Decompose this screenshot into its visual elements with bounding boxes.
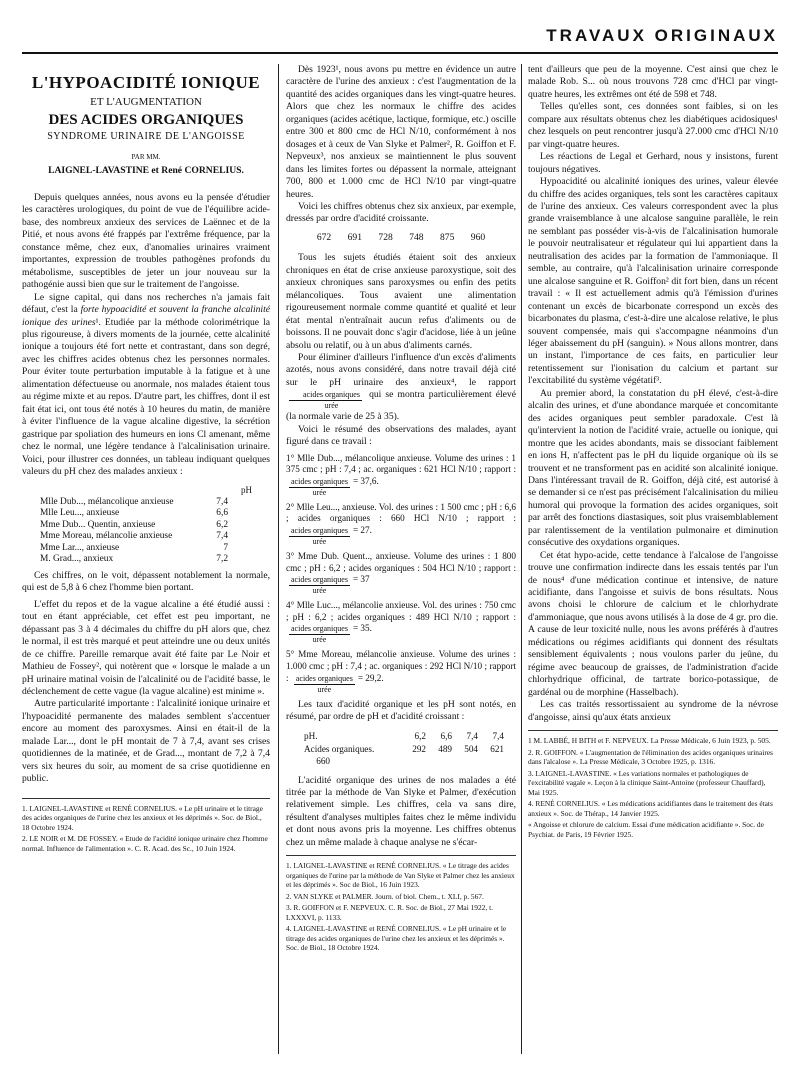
paragraph: Au premier abord, la constatation du pH élevé, c'est-à-dire alcalin des urines, et d'une abondance marquée et concomitante des acides organiques peut sembler paradoxale. C'est là qu'intervient la notion de l'acidité vraie, actuelle ou ionique, qui montre que les acides abondants, mais se dissociant faiblement en ions H, n'affectent pas le pH du liquide organique où ils se trouvent et ne transforment pas en acidité son alcalinité ionique. Dans l'intéressant travail de R. Goiffon, déjà cité, est autorisé à se demander si ce n'est pas précisément l'alcalinisation du milieu humoral qui provoque la formation des acides organiques, soit par arrêt des fonctions diastasiques, soit plus vraisemblablement par ralentissement de la ventilation pulmonaire et diminution consécutive des oxydations organiques. [528, 387, 778, 549]
ratio-fraction: $\frac{\text{acides organiques}}{\text{urée}}$ [295, 673, 353, 694]
ratio-result: = 29,2. [357, 672, 384, 683]
paragraph: Depuis quelques années, nous avons eu la pensée d'étudier les caractères urologiques, du point de vue de l'équilibre acide-base, des nombreux anxieux des services de Laënnec et de la Pitié, et nous avons été frappés par l'extrême fréquence, par la constance même, chez eux, d'anomalies urinaires vraiment importantes, expression de troubles pathogènes profonds du métabolisme, susceptibles de jeter un jour nouveau sur la pathogénie aussi bien que sur le traitement de l'angoisse. [22, 192, 270, 291]
patient-name: Mme Dub... Quentin, anxieuse [40, 519, 156, 530]
ratio-result: = 35. [352, 623, 372, 634]
footnotes [22, 804, 270, 854]
ph-column-header: pH [241, 485, 252, 496]
article-title-line: ET L'AUGMENTATION [90, 96, 202, 108]
ph-label: pH. [304, 730, 318, 741]
ph-value: 7,4 [466, 730, 478, 741]
patient-name: Mlle Leu..., anxieuse [40, 508, 120, 519]
article-title-line: DES ACIDES ORGANIQUES [48, 112, 244, 128]
footnote-separator [22, 798, 270, 799]
paragraph: tent d'ailleurs que peu de la moyenne. C'est ainsi que chez le malade Rob. S... où nous trouvons 728 cmc d'HCl par vingt-quatre heures, les extrêmes ont été de 598 et 748. [528, 64, 778, 100]
paragraph: Les réactions de Legal et Gerhard, nous y insistons, furent toujours négatives. [528, 151, 778, 175]
footnote-separator [286, 855, 516, 856]
footnote: 2. R. GOIFFON. « L'augmentation de l'élimination des acides organiques urinaires dans l'alcalose ». La Presse Médicale, 3 Octobre 1925, p. 1316. [528, 747, 773, 767]
ph-value: 6,2 [414, 730, 426, 741]
ph-table-row [40, 531, 264, 543]
acidity-value: 660 [316, 755, 330, 766]
ph-table-row [40, 497, 264, 509]
running-title: TRAVAUX ORIGINAUX [546, 26, 778, 45]
case-text: 2° Mlle Leu..., anxieuse. Vol. des urines : 1 500 cmc ; pH : 6,6 ; acides organiques : 660 HCl N/10 ; rapport : [286, 501, 516, 524]
article-title: L'HYPOACIDITÉ IONIQUE [31, 73, 261, 92]
paragraph: Telles qu'elles sont, ces données sont faibles, si on les compare aux résultats obtenus chez les diabétiques acidosiques¹ chez lesquels on peut rencontrer jusqu'à 27.000 cmc d'HCl N/10 par vingt-quatre heures. [528, 101, 778, 150]
ph-table-row [40, 543, 264, 555]
footnote-separator [528, 730, 778, 731]
patient-name: Mlle Dub..., mélancolique anxieuse [40, 496, 174, 507]
footnote: 1. LAIGNEL-LAVASTINE et RENÉ CORNELIUS. « Le titrage des acides organiques de l'urine par la méthode de Van Slyke et Palmer chez les anxieux et les déprimés ». Soc de Biol., 16 Juin 1923. [286, 861, 515, 890]
paragraph: Tous les sujets étudiés étaient soit des anxieux chroniques en état de crise anxieuse paroxystique, soit des anxieux chroniques sans paroxysmes ou enfin des petits mélancoliques. Tous avaient une alimentation rigoureusement normale comme quantité et qualité et leur état mental n'entraînait aucun refus d'aliments ou de boissons. Il ne pouvait donc s'agir d'acidose, liée à un jeûne absolu ou relatif, ou à un abus d'aliments carnés. [286, 252, 516, 351]
case-list [286, 453, 516, 695]
footnote: 1. LAIGNEL-LAVASTINE et RENÉ CORNELIUS. « Le pH urinaire et le titrage des acides organiques de l'urine chez les anxieux et les déprimés ». Soc. de Biol., 18 Octobre 1924. [22, 803, 263, 832]
column-3 [528, 64, 778, 841]
by-line: PAR MM. [131, 153, 161, 161]
ph-value: 7,4 [492, 730, 504, 741]
case-text: 3° Mme Dub. Quent.., anxieuse. Volume des urines : 1 800 cmc ; pH : 6,2 ; acides organiques : 504 HCl N/10 ; rapport : [286, 551, 516, 573]
patient-name: Mme Lar..., anxieuse [40, 542, 120, 553]
case-item [286, 453, 516, 498]
acidity-value: 292 [412, 743, 426, 754]
footnotes [528, 736, 778, 839]
acidity-label: Acides organiques. [304, 743, 375, 754]
footnote: 4. RENÉ CORNELIUS. « Les médications acidifiantes dans le traitement des états anxieux ». Soc. de Thérap., 14 Janvier 1925. [528, 799, 773, 818]
case-text: 1° Mlle Dub..., mélancolique anxieuse. Volume des urines : 1 375 cmc ; pH : 7,4 ; ac. organiques : 621 HCl N/10 ; rapport : [286, 452, 516, 475]
acidity-values: 672 691 728 748 875 960 [316, 231, 486, 243]
acidity-value: 504 [464, 743, 478, 754]
case-text: 5° Mme Moreau, mélancolie anxieuse. Volume des urines : 1.000 cmc ; pH : 7,4 ; ac. organiques : 292 HCl N/10 ; rapport : [286, 649, 516, 683]
ph-table-row [40, 554, 264, 566]
article-subtitle: SYNDROME URINAIRE DE L'ANGOISSE [47, 131, 245, 142]
paragraph: Le signe capital, qui dans nos recherches n'a jamais fait défaut, c'est la forte hypoacidité et souvent la franche alcalinité ionique des urines¹. Etudiée par la méthode colorimétrique la plus rigoureuse, à divers moments de la journée, cette alcalinité ionique a toujours été fort nette et contrastant, dans son degré, avec les chiffres acides obtenus chez les personnes normales. Pour éviter toute perturbation imputable à la fatigue et à une alimentation défectueuse ou anormale, nos malades étaient tous au régime mixte et au repos. D'autre part, les chiffres, dont il est fait état ici, ont tous été notés à 10 heures du matin, de manière à éviter l'influence de la vague alcaline digestive, la sécrétion gastrique par spoliation des humeurs en ions Cl amenant, même chez le normal, une légère tendance à l'alcalinisation urinaire. Voici, pour illustrer ces données, un tableau indiquant quelques valeurs du pH chez des malades anxieux : [22, 291, 270, 477]
footnote: « Angoisse et chlorure de calcium. Essai d'une médication acidifiante ». Soc. de Psychiat. de Paris, 19 Février 1925. [528, 820, 764, 839]
ph-value: 6,2 [216, 519, 228, 530]
paragraph: L'effet du repos et de la vague alcaline a été étudié aussi : tout en étant appréciable, cet effet est peu important, ne dépassant pas 3 à 4 décimales du chiffre du pH alors que, chez le normal, il est très marqué et peut atteindre une ou deux unités de ce chiffre. Pareille remarque avait été faite par Le Noir et Mathieu de Fossey², qui notèrent que « lorsque le malade a un pH urinaire matinal voisin de l'alcalinité ou de l'acidité basse, le déclenchement de cette vague (la vague alcaline) est minime ». [22, 598, 270, 697]
ph-value: 6,6 [440, 730, 452, 741]
paragraph: Voici les chiffres obtenus chez six anxieux, par exemple, dressés par ordre d'acidité croissante. [286, 200, 516, 225]
column-divider [278, 64, 279, 1054]
footnote: 3. R. GOIFFON et F. NEPVEUX. C. R. Soc. de Biol., 27 Mai 1922, t. LXXXVI, p. 1133. [286, 903, 493, 922]
header-rule [22, 52, 778, 54]
authors: LAIGNEL-LAVASTINE et René CORNELIUS. [48, 165, 244, 176]
acidity-value: 621 [490, 743, 504, 754]
paragraph: Autre particularité importante : l'alcalinité ionique urinaire et l'hypoacidité permanente des malades semblent s'accentuer encore au moment des paroxysmes. Ainsi en était-il de la malade Lar..., dont le pH montait de 7 à 7,4, avant ses crises quotidiennes de la matinée, et de Grad..., montant de 7,2 à 7,4 vers six heures du soir, au moment de sa crise quotidienne en public. [22, 698, 270, 785]
case-item [286, 649, 516, 694]
case-item [286, 502, 516, 547]
ph-table-row [40, 520, 264, 532]
column-1 [22, 64, 270, 855]
ratio-fraction: $\frac{\text{acides organiques}}{\text{urée}}$ [291, 476, 348, 497]
footnote: 3. LAIGNEL-LAVASTINE. « Les variations normales et pathologiques de l'excitabilité vagale ». Leçon à la clinique Saint-Antoine (professeur Chauffard), Mai 1925. [528, 768, 766, 797]
ratio-result: = 37,6. [352, 475, 379, 486]
patient-name: Mme Moreau, mélancolie anxieuse [40, 531, 173, 542]
footnote: 2. VAN SLYKE et PALMER. Journ. of biol. Chem., t. XLI, p. 567. [286, 891, 484, 901]
paragraph: L'acidité organique des urines de nos malades a été titrée par la méthode de Van Slyke et Palmer, d'exécution relativement simple. Les chiffres, cela va sans dire, résultent d'analyses multiples faites chez le même individu et dont nous avons pris la moyenne. Les chiffres obtenus chez un même malade à chaque analyse ne s'écar- [286, 774, 516, 848]
article-title-block [22, 72, 270, 178]
paragraph: Dès 1923¹, nous avons pu mettre en évidence un autre caractère de l'urine des anxieux : c'est l'augmentation de la quantité des acides organiques dans les vingt-quatre heures. Alors que chez les normaux le chiffre des acides organiques (acides acétique, lactique, formique, etc.) oscille entre 300 et 800 cmc de HCl N/10, conformément à nos dosages et à ceux de Van Slyke et Palmer², R. Goiffon et F. Nepveux³, nos anxieux se maintiennent le plus souvent dans les limites fortes ou dépassent la normale, atteignant 700, 800 et 1.000 cmc de HCl N/10 par vingt-quatre heures. [286, 64, 516, 200]
ph-value: 7,4 [216, 496, 228, 507]
ph-table-row [40, 508, 264, 520]
ratio-fraction: $\frac{\text{acides organiques}}{\text{urée}}$ [289, 390, 362, 411]
ph-value: 7 [223, 542, 228, 553]
ph-table [40, 497, 264, 566]
patient-name: M. Grad..., anxieux [40, 554, 114, 565]
acidity-value: 489 [438, 743, 452, 754]
ph-acidity-table [304, 730, 516, 767]
ph-value: 7,2 [216, 554, 228, 565]
footnote: 4. LAIGNEL-LAVASTINE et RENÉ CORNELIUS. « Le pH urinaire et le titrage des acides organiques de l'urine chez les anxieux et les déprimés ». Soc. de Biol., 18 Octobre 1924. [286, 924, 507, 953]
paragraph: Voici le résumé des observations des malades, ayant figuré dans ce travail : [286, 423, 516, 448]
column-divider [521, 64, 522, 1054]
ratio-result: = 37 [352, 574, 370, 585]
ratio-result: = 27. [352, 525, 372, 536]
case-text: 4° Mlle Luc..., mélancolie anxieuse. Vol. des urines : 750 cmc ; pH : 6,2 ; acides organiques : 489 HCl N/10 ; rapport : [286, 600, 516, 622]
paragraph: Les cas traités ressortissaient au syndrome de la névrose d'angoisse, ainsi qu'aux états anxieux [528, 699, 778, 723]
ph-value: 7,4 [216, 531, 228, 542]
ratio-fraction: $\frac{\text{acides organiques}}{\text{urée}}$ [291, 526, 348, 547]
case-item [286, 600, 516, 645]
paragraph: Pour éliminer d'ailleurs l'influence d'un excès d'aliments azotés, nous avons considéré, dans notre travail déjà cité sur le pH urinaire des anxieux⁴, le rapport $\frac{\text{acides organiques}}{\text{urée}}$ qui se montra particulièrement élevé (la normale varie de 25 à 35). [286, 351, 516, 423]
footnotes [286, 861, 516, 953]
ph-value: 6,6 [216, 508, 228, 519]
paragraph: Les taux d'acidité organique et les pH sont notés, en résumé, par ordre de pH et d'acidité croissant : [286, 698, 516, 723]
case-item [286, 551, 516, 596]
ratio-fraction: $\frac{\text{acides organiques}}{\text{urée}}$ [291, 624, 348, 645]
ratio-fraction: $\frac{\text{acides organiques}}{\text{urée}}$ [291, 575, 348, 596]
paragraph: Cet état hypo-acide, cette tendance à l'alcalose de l'angoisse trouve une confirmation indirecte dans les essais tentés par l'un de nous⁴ d'une médication continue et intensive, de nature acidifiante, dans l'angoisse et suivis de bons résultats. Nous avons choisi le chlorure de calcium et le chlorhydrate d'ammoniaque, que nous avons utilisés à la dose de 4 gr. pro die. A cause de leur toxicité nulle, nous les avons préférés à d'autres médications ou régimes acidifiants qui donnent des résultats sensiblement équivalents ; nous voulons parler du jeûne, du régime avec beaucoup de graisses, de l'administration d'acide chlorhydrique officinal, de tartrate borico-potassique, de gardénal ou de morphine (Hasselbach). [528, 549, 778, 698]
paragraph: Hypoacidité ou alcalinité ioniques des urines, valeur élevée du chiffre des acides organiques, tels sont les caractères capitaux de l'urine des anxieux. Ces valeurs correspondent avec la plus grande vraisemblance à une alcalose sanguine parallèle, le rein ne semblant pas posséder vis-à-vis de l'alcalinisation humorale le pouvoir neutralisateur et régulateur qui lui appartient dans la neutralisation des acides par la formation de l'ammoniaque. Il semble, au contraire, qu'à l'alcalinisation urinaire corresponde une alcalose sanguine et R. Goiffon² dit fort bien, dans un récent travail : « Il est actuellement admis qu'à l'émission d'urines contenant un excès de bicarbonate correspond un excès des bicarbonates du plasma, c'est-à-dire une alcalose relative, le plus souvent compensée, mais qui s'accompagne néanmoins d'un léger abaissement du pH (sanguin). » Nous allons montrer, dans un instant, l'importance de ces faits, en particulier leur retentissement sur l'ionisation du calcium et partant sur l'excitabilité du système végétatif³. [528, 176, 778, 387]
page-header [0, 0, 800, 48]
footnote: 2. LE NOIR et M. DE FOSSEY. « Etude de l'acidité ionique urinaire chez l'homme normal. Influence de l'alimentation ». C. R. Acad. des Sc., 10 Juin 1924. [22, 834, 268, 853]
paragraph: Ces chiffres, on le voit, dépassent notablement la normale, qui est de 5,8 à 6 chez l'homme bien portant. [22, 569, 270, 594]
footnote: 1 M. LABBÉ, H BITH et F. NEPVEUX. La Presse Médicale, 6 Juin 1923, p. 505. [528, 736, 771, 746]
column-2 [286, 64, 516, 955]
